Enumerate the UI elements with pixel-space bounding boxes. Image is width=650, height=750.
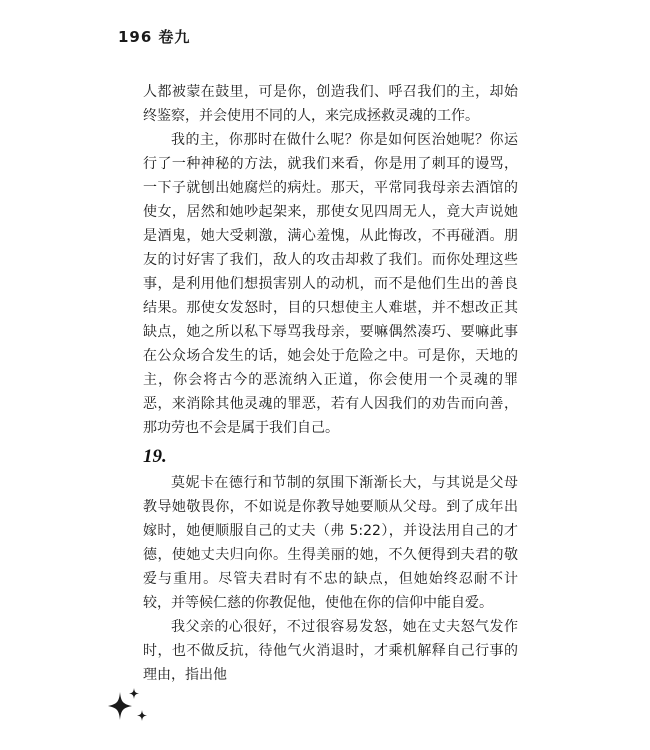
- sparkle-small-bottom-icon: [137, 710, 147, 721]
- chapter-title: 卷九: [158, 28, 191, 46]
- sparkles-icon: [102, 686, 154, 726]
- paragraph: 人都被蒙在鼓里，可是你，创造我们、呼召我们的主，却始终鉴察，并会使用不同的人，来完成拯救灵魂的工作。: [143, 84, 518, 124]
- paragraph: 莫妮卡在德行和节制的氛围下渐渐长大，与其说是父母教导她敬畏你，不如说是你教导她要顺从父母。到了成年出嫁时，她便顺服自己的丈夫（弗 5:22），并设法用自己的才德，使她丈夫归向你。生得美丽的她，不久便得到夫君的敬爱与重用。尽管夫君时有不忠的缺点，但她始终忍耐不计较，并等候仁慈的你教促他，使他在你的信仰中能自爱。: [143, 475, 518, 611]
- page-number: 196: [118, 28, 153, 46]
- text-block-bottom: [143, 471, 518, 687]
- sparkle-small-top-icon: [129, 688, 139, 699]
- sparkle-large-icon: [108, 692, 132, 720]
- paragraph: 我的主，你那时在做什么呢？你是如何医治她呢？你运行了一种神秘的方法，就我们来看，你是用了刺耳的谩骂，一下子就刨出她腐烂的病灶。那天，平常同我母亲去酒馆的使女，居然和她吵起架来，那使女见四周无人，竟大声说她是酒鬼，她大受刺激，满心羞愧，从此悔改，不再碰酒。朋友的讨好害了我们，敌人的攻击却救了我们。而你处理这些事，是利用他们想损害别人的动机，而不是他们生出的善良结果。那使女发怒时，目的只想使主人难堪，并不想改正其缺点，她之所以私下辱骂我母亲，要嘛偶然凑巧、要嘛此事在公众场合发生的话，她会处于危险之中。可是你，天地的主，你会将古今的恶流纳入正道，你会使用一个灵魂的罪恶，来消除其他灵魂的罪恶，若有人因我们的劝告而向善，那功劳也不会是属于我们自己。: [143, 132, 518, 436]
- section-number: 19.: [143, 446, 167, 467]
- paragraph: 我父亲的心很好，不过很容易发怒，她在丈夫怒气发作时，也不做反抗，待他气火消退时，才乘机解释自己行事的理由，指出他: [143, 619, 518, 683]
- running-header: [118, 26, 190, 47]
- text-block-top: [143, 80, 518, 440]
